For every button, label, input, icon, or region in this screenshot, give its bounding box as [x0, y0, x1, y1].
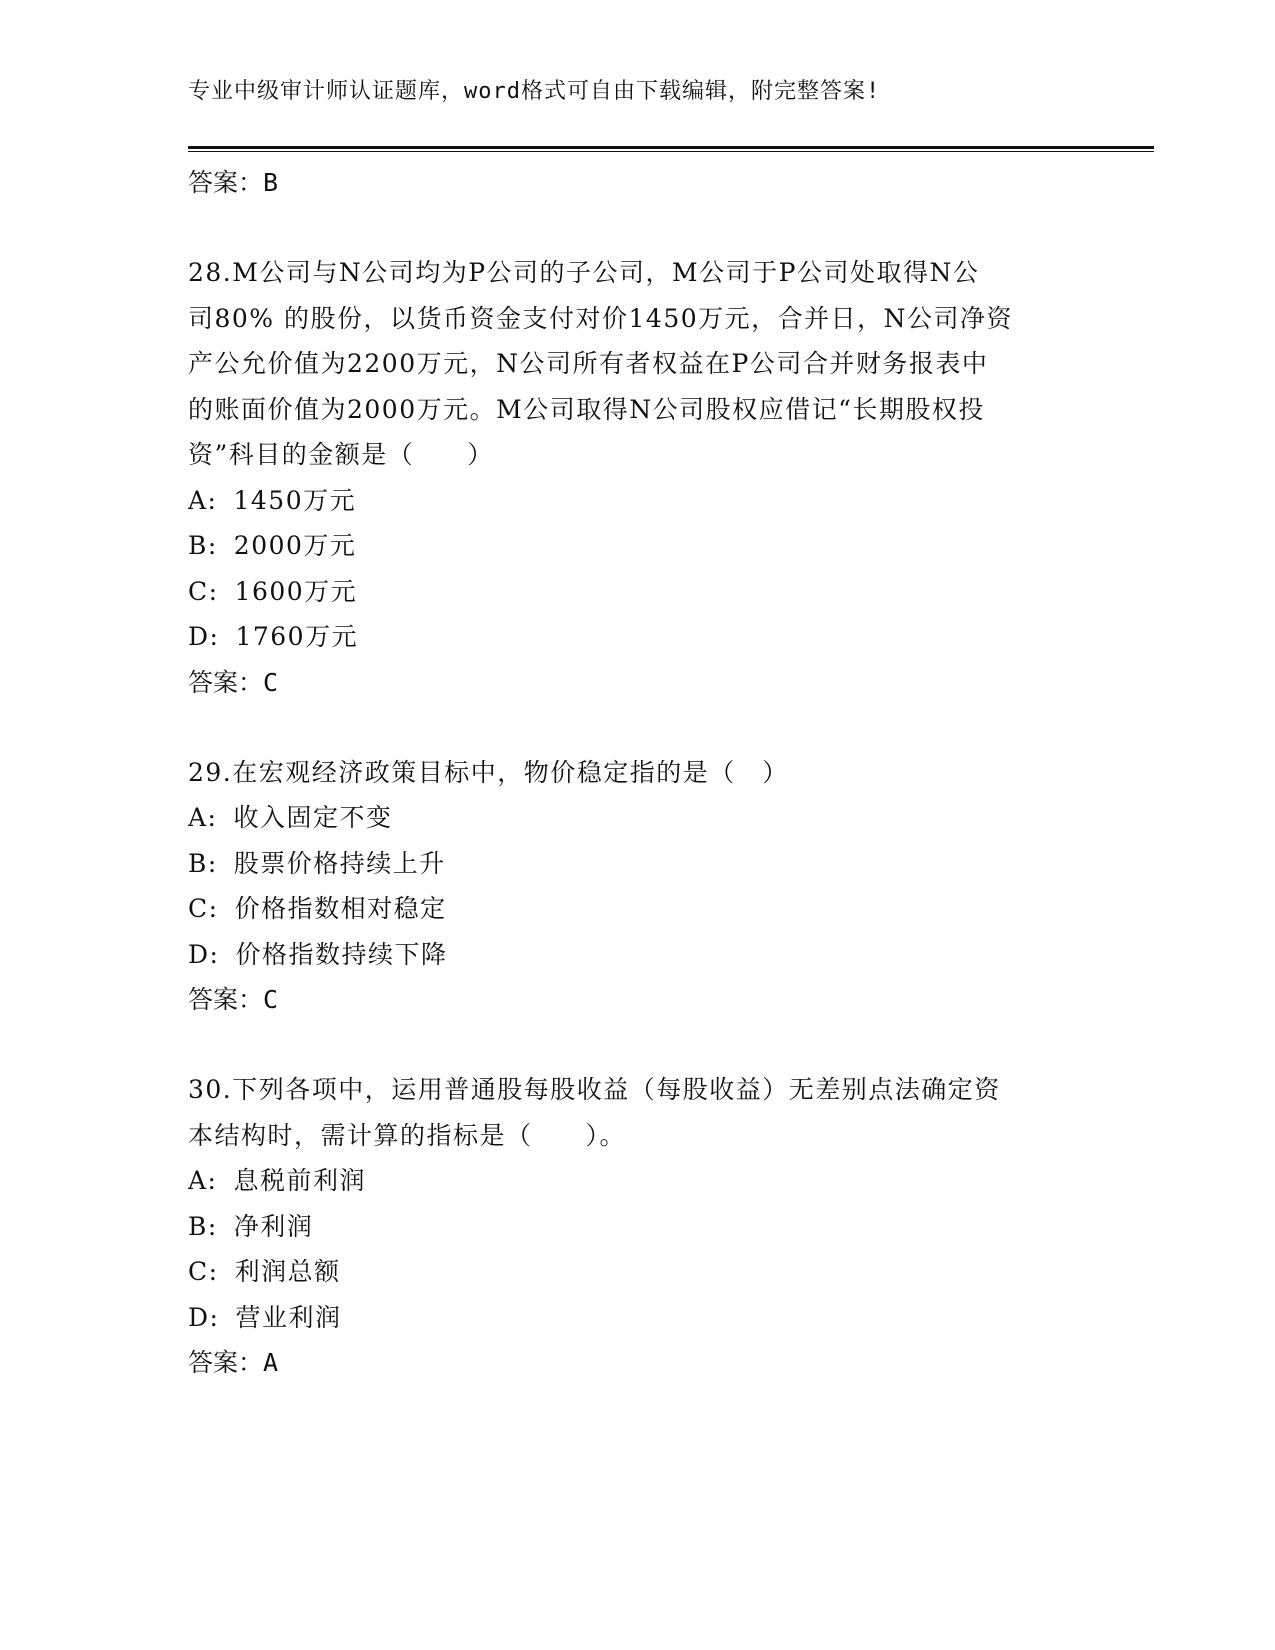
option-key: C: [188, 1257, 219, 1286]
document-body [188, 160, 1068, 1386]
question-stem-line: 司80% 的股份，以货币资金支付对价1450万元，合并日，N公司净资 [188, 303, 1014, 333]
option-b [188, 523, 1068, 569]
question-stem-line: 29.在宏观经济政策目标中，物价稳定指的是（ ） [188, 757, 789, 787]
option-c [188, 569, 1068, 615]
option-text: 息税前利润 [233, 1166, 366, 1195]
question-29 [188, 750, 1068, 1024]
option-text: 1600万元 [234, 576, 358, 606]
question-stem-line: 本结构时，需计算的指标是（ ）。 [188, 1120, 627, 1150]
question-stem-line: 28.M公司与N公司均为P公司的子公司，M公司于P公司处取得N公 [188, 258, 980, 287]
option-key: B: [188, 848, 218, 878]
option-key: A: [188, 1166, 218, 1195]
question-30 [188, 1067, 1068, 1386]
option-b [188, 1204, 1068, 1250]
answer-line: 答案：A [188, 1348, 279, 1377]
question-stem-line: 资”科目的金额是（ ） [188, 440, 494, 469]
option-text: 收入固定不变 [233, 803, 393, 832]
option-d [188, 614, 1068, 660]
option-a [188, 478, 1068, 524]
option-text: 2000万元 [233, 531, 357, 560]
header-rule-thick [188, 146, 1154, 149]
option-text: 利润总额 [234, 1257, 341, 1286]
option-c [188, 886, 1068, 932]
option-text: 股票价格持续上升 [233, 848, 446, 878]
option-d [188, 1295, 1068, 1341]
previous-answer: 答案：B [188, 168, 279, 197]
question-stem-line: 产公允价值为2200万元，N公司所有者权益在P公司合并财务报表中 [188, 349, 989, 378]
option-text: 1450万元 [233, 485, 357, 515]
option-text: 价格指数相对稳定 [234, 894, 447, 923]
option-d [188, 932, 1068, 978]
page-header: 专业中级审计师认证题库，word格式可自由下载编辑，附完整答案! [188, 79, 881, 104]
question-stem-line: 30.下列各项中，运用普通股每股收益（每股收益）无差别点法确定资 [188, 1075, 1001, 1104]
answer-line: 答案：C [188, 985, 279, 1014]
option-b [188, 841, 1068, 887]
option-text: 1760万元 [235, 622, 359, 651]
question-28 [188, 250, 1068, 706]
option-a [188, 795, 1068, 841]
option-key: B: [188, 531, 218, 560]
option-key: B: [188, 1211, 218, 1241]
option-key: A: [188, 803, 218, 832]
option-a [188, 1158, 1068, 1204]
header-rule-thin [188, 151, 1154, 152]
option-key: C: [188, 576, 219, 606]
question-stem-line: 的账面价值为2000万元。M公司取得N公司股权应借记“长期股权投 [188, 394, 985, 424]
option-key: D: [188, 622, 220, 651]
option-key: D: [188, 1302, 220, 1332]
option-text: 价格指数持续下降 [235, 939, 448, 969]
option-key: A: [188, 485, 218, 515]
answer-line: 答案：C [188, 667, 279, 697]
option-text: 营业利润 [235, 1302, 342, 1332]
option-c [188, 1249, 1068, 1295]
option-key: C: [188, 894, 219, 923]
option-key: D: [188, 939, 220, 969]
option-text: 净利润 [233, 1211, 314, 1241]
